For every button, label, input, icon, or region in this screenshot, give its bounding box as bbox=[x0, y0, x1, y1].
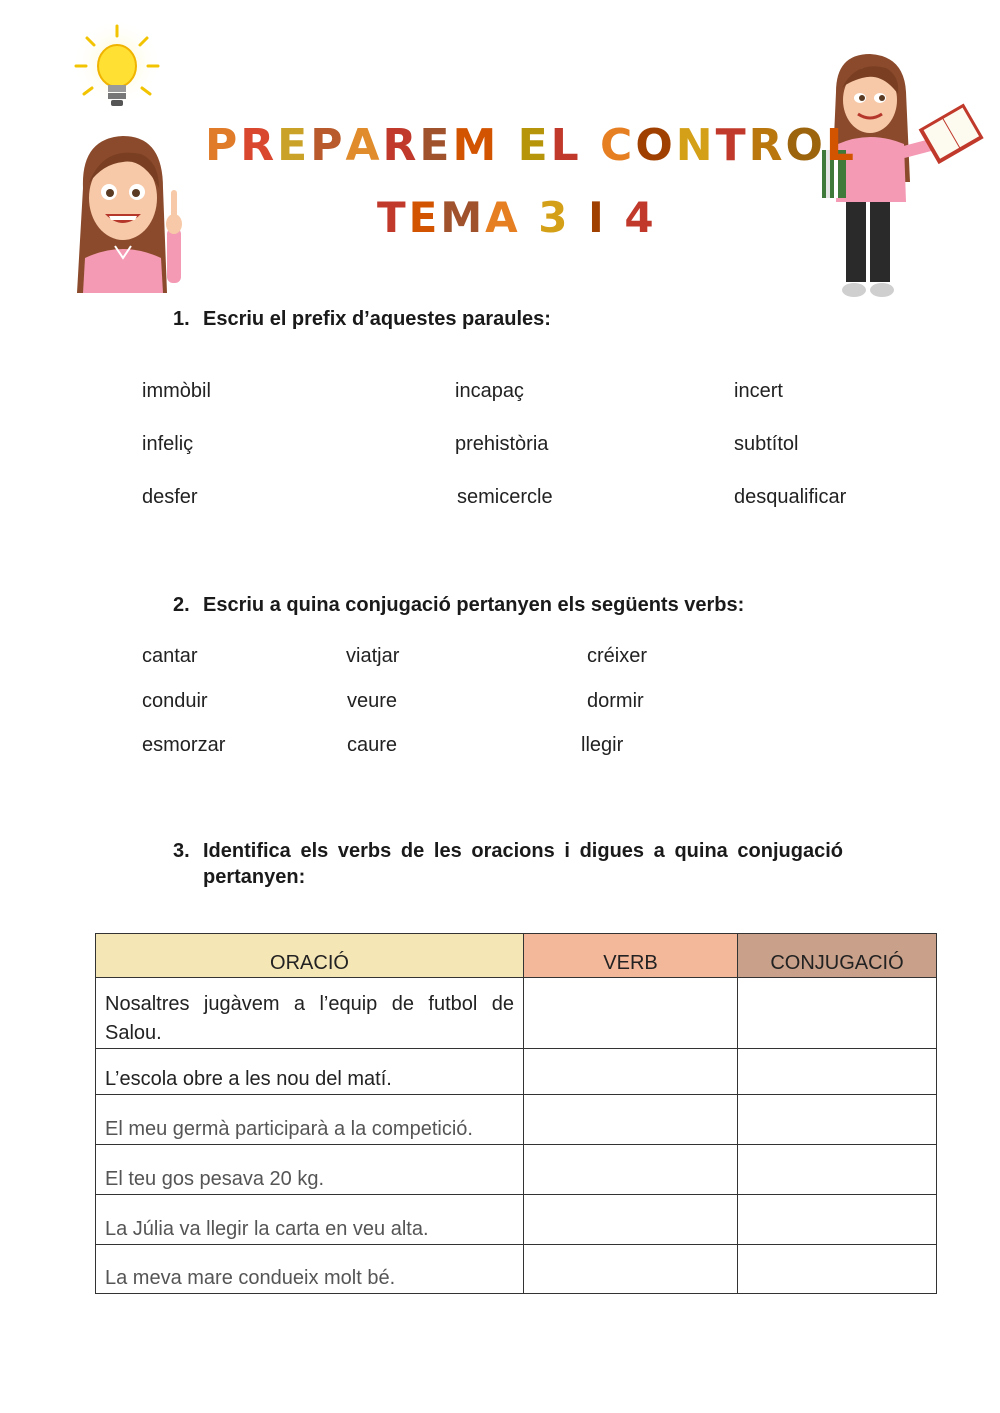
verb-answer-cell[interactable] bbox=[524, 1049, 738, 1095]
title-letter: O bbox=[785, 120, 826, 171]
lightbulb-icon bbox=[72, 22, 162, 118]
verb-item: conduir bbox=[142, 690, 208, 712]
sentence-cell: El teu gos pesava 20 kg. bbox=[96, 1145, 524, 1195]
verb-item: cantar bbox=[142, 645, 198, 667]
conjugation-answer-cell[interactable] bbox=[738, 1145, 937, 1195]
title-letter bbox=[499, 120, 517, 171]
verbs-table bbox=[95, 933, 937, 1294]
title-letter: R bbox=[748, 120, 786, 171]
table-header-row bbox=[96, 934, 937, 978]
title-letter: N bbox=[675, 120, 716, 171]
conjugation-answer-cell[interactable] bbox=[738, 1049, 937, 1095]
table-row bbox=[96, 1145, 937, 1195]
subtitle-letter: T bbox=[377, 193, 409, 242]
word-item: incapaç bbox=[455, 380, 524, 402]
conjugation-answer-cell[interactable] bbox=[738, 978, 937, 1049]
title-letter: P bbox=[310, 120, 346, 171]
header-conjugacio: CONJUGACIÓ bbox=[738, 934, 937, 978]
table-row bbox=[96, 978, 937, 1049]
subtitle-letter: E bbox=[408, 193, 441, 242]
subtitle-letter bbox=[571, 193, 589, 242]
sentence-cell: La meva mare condueix molt bé. bbox=[96, 1245, 524, 1294]
title-letter: E bbox=[277, 120, 311, 171]
verb-answer-cell[interactable] bbox=[524, 978, 738, 1049]
verb-item: caure bbox=[347, 734, 398, 756]
title-letter: P bbox=[205, 120, 241, 171]
verb-item: veure bbox=[347, 690, 398, 712]
subtitle-letter: 4 bbox=[624, 193, 657, 242]
question-number: 2. bbox=[173, 594, 190, 616]
title-letter: L bbox=[550, 120, 582, 171]
question-text: Escriu a quina conjugació pertanyen els següents verbs: bbox=[203, 594, 745, 616]
question-number: 1. bbox=[173, 308, 190, 330]
word-item: subtítol bbox=[734, 433, 799, 455]
conjugation-answer-cell[interactable] bbox=[738, 1245, 937, 1294]
teacher-avatar-left bbox=[63, 128, 198, 293]
table-row bbox=[96, 1245, 937, 1294]
word-item: incert bbox=[734, 380, 783, 402]
title-letter: M bbox=[452, 120, 500, 171]
page-title bbox=[205, 120, 857, 171]
word-item: immòbil bbox=[142, 380, 211, 402]
conjugation-answer-cell[interactable] bbox=[738, 1095, 937, 1145]
subtitle-letter: M bbox=[440, 193, 486, 242]
question-3 bbox=[173, 838, 843, 890]
word-item: infeliç bbox=[142, 433, 194, 455]
table-row bbox=[96, 1095, 937, 1145]
word-item: desqualificar bbox=[734, 486, 847, 508]
verb-answer-cell[interactable] bbox=[524, 1195, 738, 1245]
title-letter: R bbox=[382, 120, 420, 171]
subtitle-letter: A bbox=[485, 193, 521, 242]
verb-item: créixer bbox=[587, 645, 648, 667]
table-row bbox=[96, 1049, 937, 1095]
title-letter: E bbox=[517, 120, 551, 171]
sentence-cell: Nosaltres jugàvem a l’equip de futbol de Salou. bbox=[96, 978, 524, 1049]
sentence-cell: L’escola obre a les nou del matí. bbox=[96, 1049, 524, 1095]
sentence-cell: El meu germà participarà a la competició. bbox=[96, 1095, 524, 1145]
title-letter: O bbox=[635, 120, 676, 171]
table-row bbox=[96, 1195, 937, 1245]
word-item: semicercle bbox=[457, 486, 553, 508]
title-letter: E bbox=[419, 120, 453, 171]
verb-item: dormir bbox=[587, 690, 644, 712]
question-1 bbox=[173, 308, 551, 331]
verb-item: llegir bbox=[581, 734, 624, 756]
verb-item: esmorzar bbox=[142, 734, 226, 756]
page-subtitle bbox=[377, 193, 657, 242]
word-item: prehistòria bbox=[455, 433, 549, 455]
header-verb: VERB bbox=[524, 934, 738, 978]
title-letter: C bbox=[600, 120, 636, 171]
sentence-cell: La Júlia va llegir la carta en veu alta. bbox=[96, 1195, 524, 1245]
teacher-avatar-right bbox=[812, 52, 987, 304]
subtitle-letter: I bbox=[588, 193, 607, 242]
question-text: Identifica els verbs de les oracions i digues a quina conjugació pertanyen: bbox=[203, 840, 843, 888]
subtitle-letter: 3 bbox=[538, 193, 571, 242]
verb-item: viatjar bbox=[346, 645, 400, 667]
subtitle-letter bbox=[607, 193, 625, 242]
title-letter: T bbox=[715, 120, 749, 171]
question-text: Escriu el prefix d’aquestes paraules: bbox=[203, 308, 551, 330]
question-2 bbox=[173, 594, 744, 617]
conjugation-answer-cell[interactable] bbox=[738, 1195, 937, 1245]
subtitle-letter bbox=[521, 193, 539, 242]
header-oracio: ORACIÓ bbox=[96, 934, 524, 978]
verb-answer-cell[interactable] bbox=[524, 1145, 738, 1195]
title-letter: R bbox=[240, 120, 278, 171]
verb-answer-cell[interactable] bbox=[524, 1245, 738, 1294]
title-letter: L bbox=[825, 120, 857, 171]
word-item: desfer bbox=[142, 486, 198, 508]
title-letter bbox=[582, 120, 600, 171]
verb-answer-cell[interactable] bbox=[524, 1095, 738, 1145]
question-number: 3. bbox=[173, 840, 190, 862]
title-letter: A bbox=[345, 120, 383, 171]
